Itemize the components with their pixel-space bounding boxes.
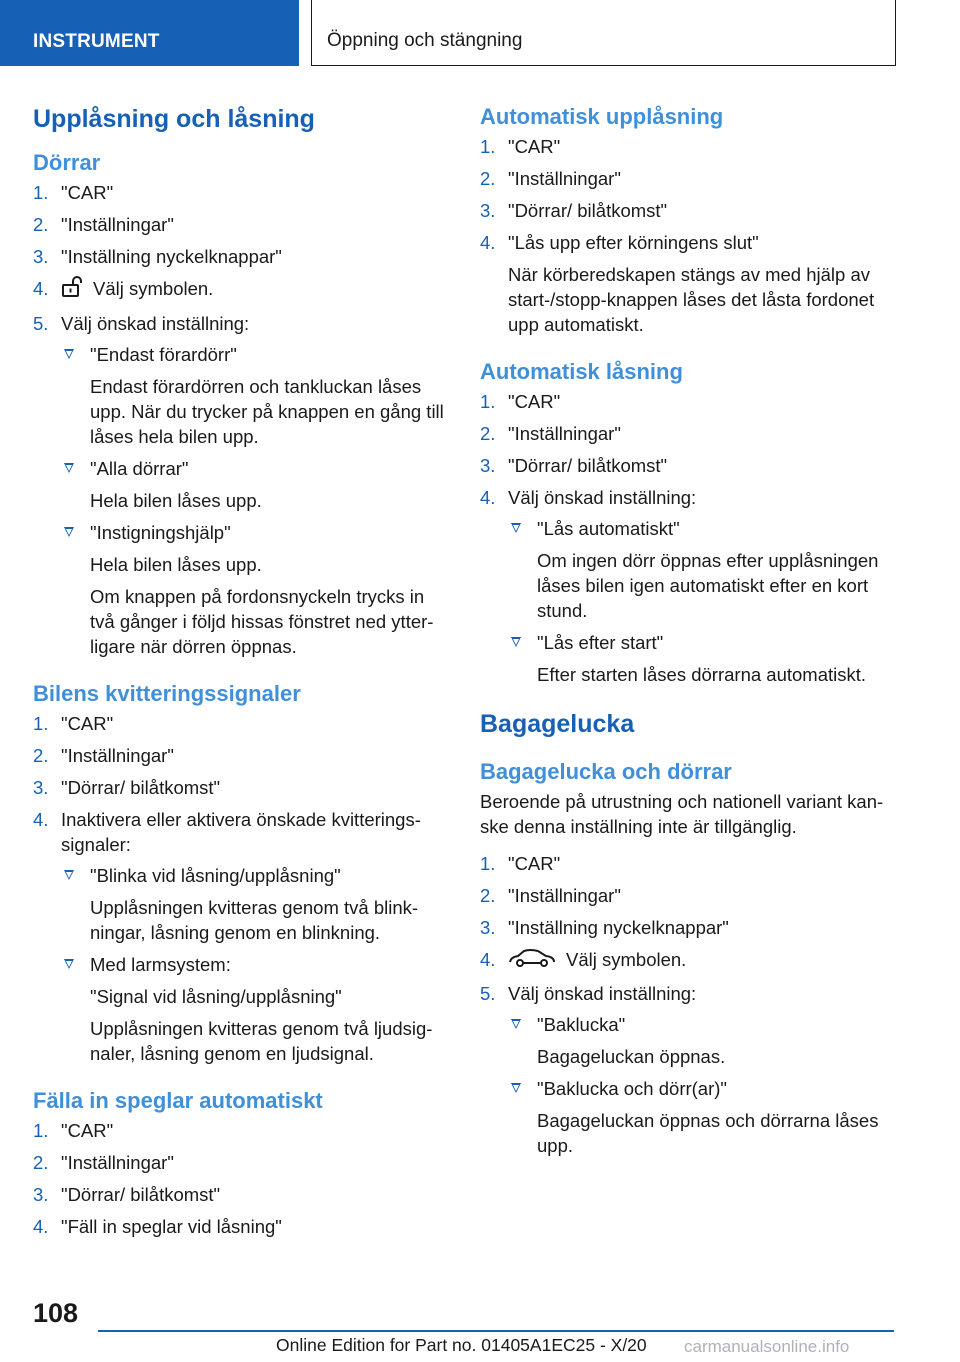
list-item: 2. "Inställningar" <box>480 885 621 906</box>
list-item: 3. "Dörrar/ bilåtkomst" <box>33 1184 221 1206</box>
page-header <box>0 0 960 66</box>
trunk-steps <box>480 851 900 1158</box>
list-item: 4. Inaktivera eller aktivera önskade kvitterings-signaler: "Blinka vid låsning/upplåsning" Upplåsningen kvitteras genom två blink-ningar, låsning genom en blinkning. Med larmsystem: "Signal vid låsning/upplåsning" Upplåsningen kvitteras genom två ljudsig-naler, låsning genom en ljudsignal. <box>33 807 453 1066</box>
list-item: 2. "Inställningar" <box>480 423 621 444</box>
list-item: 4. "Lås upp efter körningens slut" När körberedskapen stängs av med hjälp av start-/stopp-knappen låses det låsta fordonet upp automatiskt. <box>480 232 875 335</box>
car-trunk-icon <box>508 948 556 974</box>
triangle-bullet-icon <box>64 349 74 359</box>
auto-unlock-steps <box>480 134 900 337</box>
list-item: 1. "CAR" <box>33 182 114 203</box>
list-item: 2. "Inställningar" <box>480 168 621 189</box>
list-item: 3. "Dörrar/ bilåtkomst" <box>480 200 668 221</box>
list-item: 4. "Fäll in speglar vid låsning" <box>33 1216 282 1238</box>
list-item: 5. Välj önskad inställning: "Endast förardörr" Endast förardörren och tankluckan låses upp. När du trycker på knappen en gång till låses hela bilen upp. "Alla dörrar" Hela bilen låses upp. "Instigningshjälp" Hela bilen låses upp. Om knappen på fordonsnyckeln trycks in två gånger i följd hissas fönstret ned ytter-ligare när dörren öppnas. <box>33 311 453 659</box>
heading-mirrors: Fälla in speglar automatiskt <box>33 1088 323 1114</box>
unlock-icon <box>61 276 83 304</box>
list-item: 5. Välj önskad inställning: "Baklucka" Bagageluckan öppnas. "Baklucka och dörr(ar)" Bagageluckan öppnas och dörrarna låses upp. <box>480 981 900 1158</box>
triangle-bullet-icon <box>511 1083 521 1093</box>
list-item: 4. Välj önskad inställning: "Lås automatiskt" Om ingen dörr öppnas efter upplåsningen låses bilen igen automatiskt efter en kort stund. "Lås efter start" Efter starten låses dörrarna automatiskt. <box>480 485 900 687</box>
option-item: "Alla dörrar" Hela bilen låses upp. <box>61 456 453 513</box>
triangle-bullet-icon <box>511 1019 521 1029</box>
watermark: carmanualsonline.info <box>684 1337 850 1356</box>
heading-auto-unlock: Automatisk upplåsning <box>480 104 724 129</box>
trunk-intro: Beroende på utrustning och nationell variant kan-ske denna inställning inte är tillgänglig. <box>480 791 884 837</box>
option-item: Med larmsystem: "Signal vid låsning/upplåsning" Upplåsningen kvitteras genom två ljudsig-naler, låsning genom en ljudsignal. <box>61 952 453 1066</box>
option-item: "Instigningshjälp" Hela bilen låses upp. Om knappen på fordonsnyckeln trycks in två gånger i följd hissas fönstret ned ytter-ligare när dörren öppnas. <box>61 520 453 659</box>
list-item: 1. "CAR" <box>480 391 561 412</box>
list-item: 2. "Inställningar" <box>33 214 174 235</box>
option-item: "Baklucka och dörr(ar)" Bagageluckan öppnas och dörrarna låses upp. <box>508 1076 900 1158</box>
list-item: 4. Välj symbolen. <box>33 276 453 304</box>
option-item: "Lås automatiskt" Om ingen dörr öppnas efter upplåsningen låses bilen igen automatiskt efter en kort stund. <box>508 516 900 623</box>
triangle-bullet-icon <box>511 523 521 533</box>
doors-steps <box>33 180 453 659</box>
list-item: 1. "CAR" <box>480 853 561 874</box>
list-item: 1. "CAR" <box>33 713 114 735</box>
chapter-title: Öppning och stängning <box>311 0 896 66</box>
list-item: 3. "Dörrar/ bilåtkomst" <box>480 455 668 476</box>
heading-auto-lock: Automatisk låsning <box>480 359 683 384</box>
heading-trunk-doors: Bagagelucka och dörrar <box>480 759 732 784</box>
list-item: 3. "Dörrar/ bilåtkomst" <box>33 777 221 799</box>
section-title-trunk: Bagagelucka <box>480 710 635 738</box>
mirrors-steps <box>33 1118 453 1239</box>
heading-doors: Dörrar <box>33 150 101 175</box>
list-item: 3. "Inställning nyckelknappar" <box>33 246 282 267</box>
edition-text: Online Edition for Part no. 01405A1EC25 - X/20 <box>276 1335 647 1355</box>
signals-steps <box>33 711 453 1066</box>
triangle-bullet-icon <box>511 637 521 647</box>
option-item: "Endast förardörr" Endast förardörren och tankluckan låses upp. När du trycker på knappen en gång till låses hela bilen upp. <box>61 342 453 449</box>
list-item: 1. "CAR" <box>33 1120 114 1142</box>
triangle-bullet-icon <box>64 870 74 880</box>
triangle-bullet-icon <box>64 463 74 473</box>
triangle-bullet-icon <box>64 527 74 537</box>
option-item: "Blinka vid låsning/upplåsning" Upplåsningen kvitteras genom två blink-ningar, låsning genom en blinkning. <box>61 863 453 945</box>
right-column <box>480 96 900 1165</box>
list-item: 2. "Inställningar" <box>33 745 174 767</box>
triangle-bullet-icon <box>64 959 74 969</box>
option-item: "Lås efter start" Efter starten låses dörrarna automatiskt. <box>508 630 900 687</box>
section-label: INSTRUMENT <box>0 0 299 66</box>
list-item: 1. "CAR" <box>480 136 561 157</box>
left-column <box>33 96 453 1246</box>
list-item: 2. "Inställningar" <box>33 1152 174 1174</box>
section-title-unlocking: Upplåsning och låsning <box>33 105 315 133</box>
heading-signals: Bilens kvitteringssignaler <box>33 681 301 707</box>
auto-lock-steps <box>480 389 900 687</box>
page-number: 108 <box>33 1298 79 1328</box>
footer-divider <box>98 1330 894 1332</box>
option-item: "Baklucka" Bagageluckan öppnas. <box>508 1012 900 1069</box>
list-item: 4. Välj symbolen. <box>480 947 900 974</box>
list-item: 3. "Inställning nyckelknappar" <box>480 917 729 938</box>
